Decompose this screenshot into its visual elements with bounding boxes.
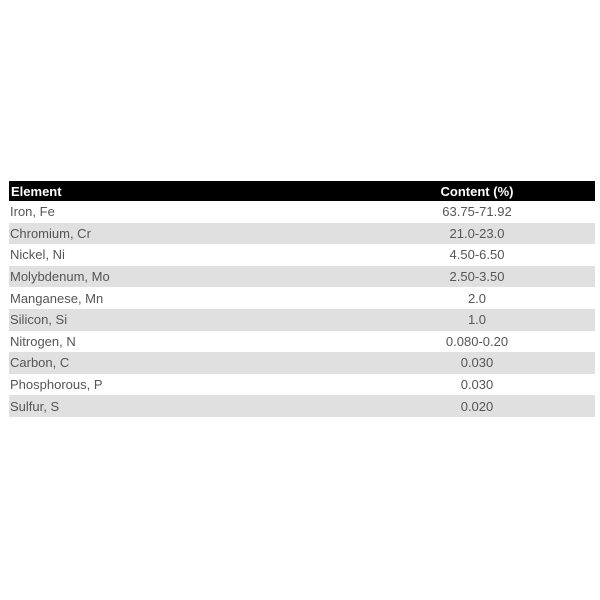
table-row [9,201,595,223]
composition-table [9,181,595,417]
content-cell: 1.0 [359,309,595,331]
table-row [9,309,595,331]
element-cell: Phosphorous, P [9,374,359,396]
table-row [9,352,595,374]
header-content: Content (%) [359,181,595,201]
element-cell: Sulfur, S [9,395,359,417]
element-cell: Silicon, Si [9,309,359,331]
table-row [9,287,595,309]
table-row [9,223,595,245]
element-cell: Carbon, C [9,352,359,374]
header-element: Element [9,181,359,201]
element-cell: Manganese, Mn [9,287,359,309]
table-header-row [9,181,595,201]
content-cell: 0.030 [359,352,595,374]
table-row [9,244,595,266]
content-cell: 0.020 [359,395,595,417]
table-row [9,395,595,417]
content-cell: 63.75-71.92 [359,201,595,223]
table-row [9,266,595,288]
content-cell: 0.080-0.20 [359,331,595,353]
element-cell: Nitrogen, N [9,331,359,353]
content-cell: 4.50-6.50 [359,244,595,266]
table-row [9,374,595,396]
content-cell: 2.50-3.50 [359,266,595,288]
table-row [9,331,595,353]
element-cell: Chromium, Cr [9,223,359,245]
element-cell: Molybdenum, Mo [9,266,359,288]
content-cell: 0.030 [359,374,595,396]
content-cell: 21.0-23.0 [359,223,595,245]
element-cell: Iron, Fe [9,201,359,223]
element-cell: Nickel, Ni [9,244,359,266]
content-cell: 2.0 [359,287,595,309]
